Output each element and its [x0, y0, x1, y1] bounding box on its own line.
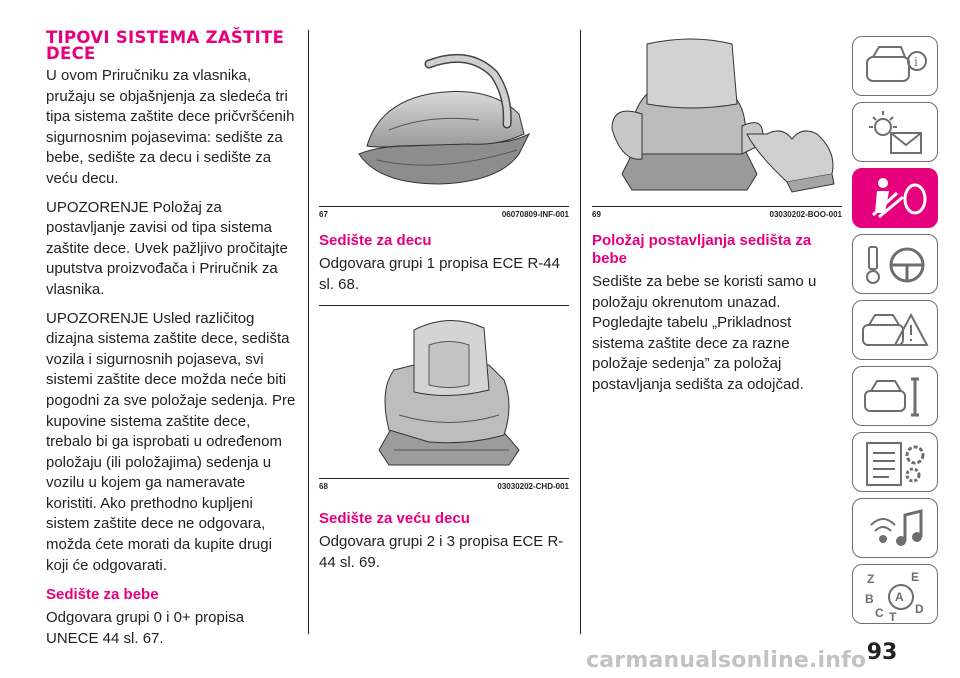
svg-text:E: E [911, 570, 920, 584]
figure-rule [319, 478, 569, 479]
svg-text:Z: Z [867, 572, 875, 586]
tab-car-info[interactable] [852, 36, 938, 96]
page-number: 93 [866, 640, 898, 665]
baby-seat-heading: Sedište za bebe [46, 586, 159, 604]
figure-rule [319, 206, 569, 207]
child-seat-illustration [319, 310, 569, 474]
install-position-block [592, 232, 842, 404]
figure-code: 03030202-CHD-001 [497, 482, 569, 491]
install-position-heading: Položaj postavljanja sedišta za bebe [592, 232, 812, 267]
section-title: TIPOVI SISTEMA ZAŠTITE DECE [46, 28, 285, 63]
figure-number: 69 [592, 210, 601, 219]
figure-code: 03030202-BOO-001 [769, 210, 842, 219]
column-divider [580, 30, 581, 634]
warning-paragraph-1: UPOZORENJE Položaj za postavljanje zavisi od tipa sistema zaštite dece. Uvek pažljivo pročitajte uputstva proizvođača i Priručnik za vlasnika. [46, 198, 288, 298]
svg-text:i: i [914, 55, 918, 69]
child-seat-paragraph: Odgovara grupi 1 propisa ECE R-44 sl. 68. [319, 255, 560, 293]
booster-seat-illustration [592, 34, 842, 202]
figure-caption-67 [319, 210, 569, 219]
child-seat-figure [319, 310, 569, 474]
left-column [46, 30, 296, 657]
tab-maintenance[interactable] [852, 366, 938, 426]
figure-caption-69 [592, 210, 842, 219]
figure-number: 68 [319, 482, 328, 491]
booster-seat-block [319, 510, 569, 581]
key-steering-icon [853, 235, 939, 295]
booster-seat-heading: Sedište za veću decu [319, 510, 470, 527]
figure-rule [319, 305, 569, 306]
car-maintenance-icon [853, 367, 939, 427]
child-seat-block [319, 232, 569, 303]
tab-multimedia[interactable] [852, 498, 938, 558]
multimedia-icon [853, 499, 939, 559]
airbag-seatbelt-icon [853, 169, 939, 229]
intro-paragraph: U ovom Priručniku za vlasnika, pružaju se objašnjenja za sledeća tri tipa sistema zaštite dece pričvršćenih sigurnosnim pojasevima: sedište za bebe, sedište za decu i sedište za veću decu. [46, 67, 295, 187]
booster-seat-paragraph: Odgovara grupi 2 i 3 propisa ECE R-44 sl. 69. [319, 533, 564, 571]
figure-rule [592, 206, 842, 207]
figure-code: 06070809-INF-001 [501, 210, 569, 219]
child-seat-heading: Sedište za decu [319, 232, 432, 249]
booster-figure [592, 34, 842, 202]
install-position-paragraph: Sedište za bebe se koristi samo u položaju okrenutom unazad. Pogledajte tabelu „Prikladnost sistema zaštite dece za razne položaje sedenja” za položaj postavljanja sedišta za odojčad. [592, 273, 817, 393]
baby-seat-illustration [319, 34, 569, 202]
right-column [592, 0, 842, 678]
warning-paragraph-2: UPOZORENJE Usled različitog dizajna sistema zaštite dece, sedišta vozila i sigurnosnih pojaseva, svi sistemi zaštite dece možda neće biti pogodni za sve položaje sedenja. Pre kupovine sistema zaštite dece, trebalo bi ga isprobati u određenom položaju (ili položajima) sedenja u vozilu u kojem ga nameravate koristiti. Ako prethodno kupljeni sistem zaštite dece ne odgovara, možda ćete morati da kupite drugi koji će odgovarati. [46, 309, 296, 574]
column-divider [308, 30, 309, 634]
watermark: carmanualsonline.info [586, 648, 867, 673]
tab-technical-data[interactable] [852, 432, 938, 492]
svg-text:B: B [865, 592, 874, 606]
tab-starting[interactable] [852, 234, 938, 294]
figure-caption-68 [319, 482, 569, 491]
emergency-warning-icon [853, 301, 939, 361]
svg-text:D: D [915, 602, 924, 616]
baby-seat-figure [319, 34, 569, 202]
middle-column [319, 0, 569, 678]
svg-text:A: A [895, 590, 904, 604]
baby-seat-paragraph: Odgovara grupi 0 i 0+ propisa UNECE 44 sl. 67. [46, 609, 245, 647]
tab-emergency[interactable] [852, 300, 938, 360]
svg-text:T: T [889, 610, 897, 624]
svg-text:C: C [875, 606, 884, 620]
tab-index[interactable] [852, 564, 938, 624]
technical-data-icon [853, 433, 939, 493]
car-info-icon [853, 37, 939, 97]
figure-number: 67 [319, 210, 328, 219]
dashboard-lights-icon [853, 103, 939, 163]
index-icon [853, 565, 939, 625]
tab-safety[interactable] [852, 168, 938, 228]
tab-dashboard[interactable] [852, 102, 938, 162]
